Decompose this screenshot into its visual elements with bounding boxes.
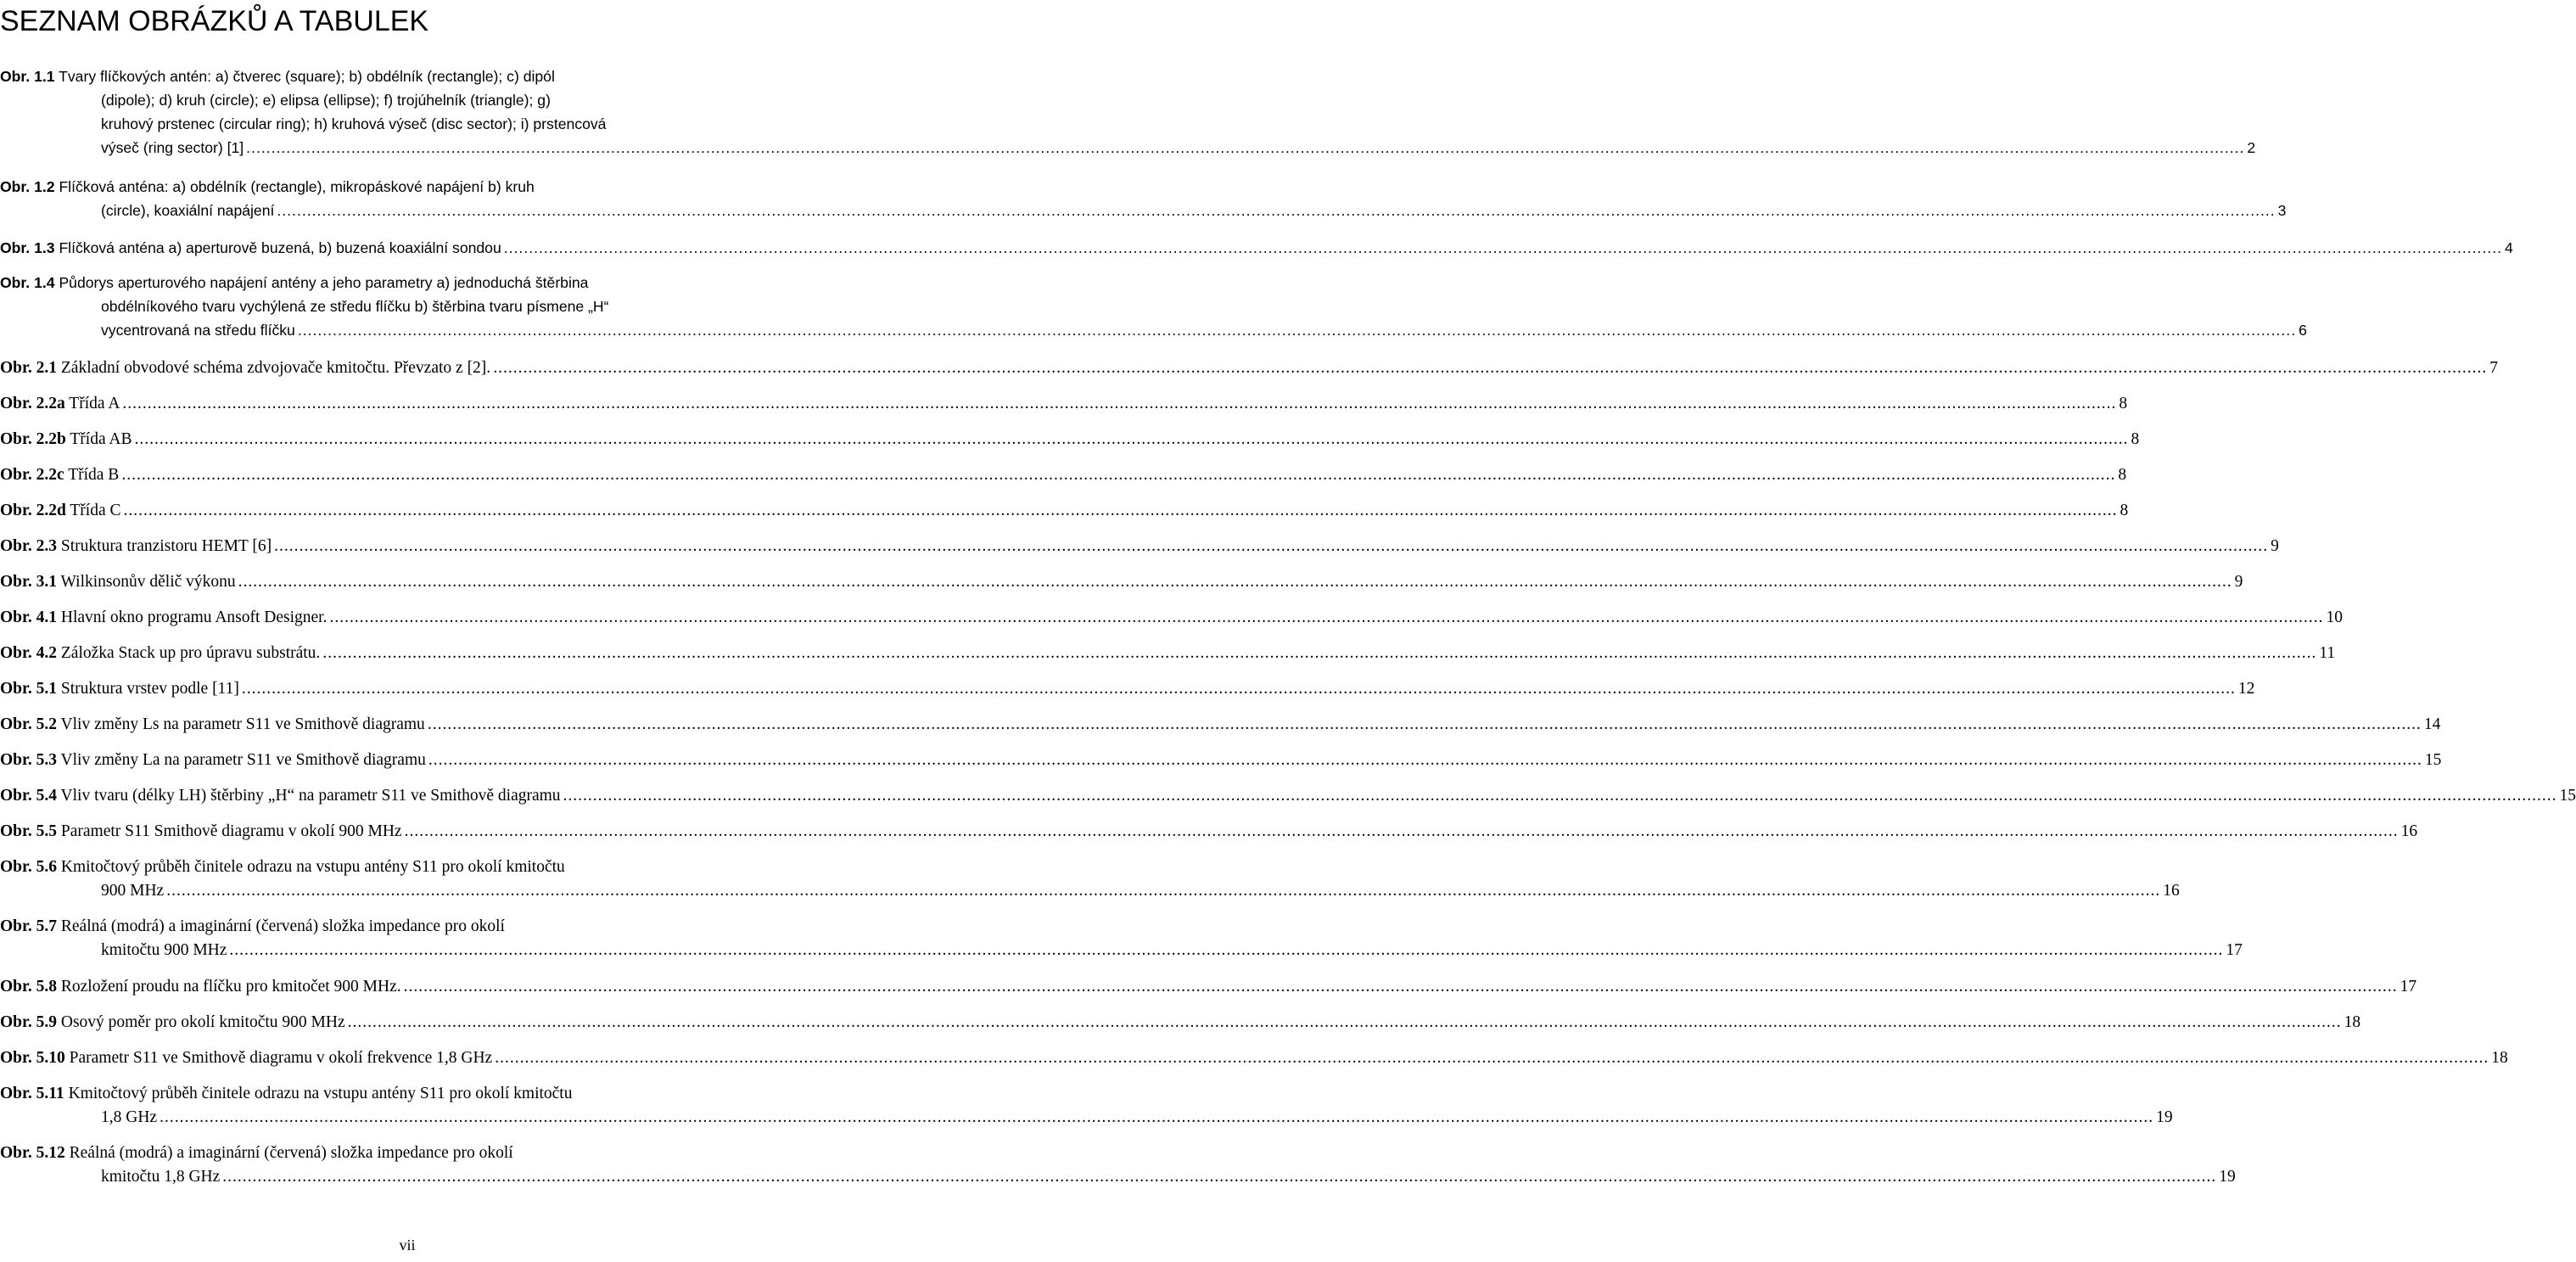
toc-entry[interactable]	[0, 175, 2287, 222]
entry-page-number: 19	[2156, 1108, 2173, 1126]
dot-leader: ................................................................................................................................................................................................................................................................................................................................................................................................................	[123, 502, 2118, 519]
entry-label: Obr. 4.1	[0, 609, 58, 626]
toc-entry[interactable]	[0, 749, 2442, 772]
toc-entry[interactable]	[0, 392, 2128, 416]
toc-entry[interactable]	[0, 1046, 2508, 1070]
entry-text: 1,8 GHz	[101, 1108, 158, 1126]
entry-page-number: 18	[2491, 1049, 2508, 1067]
entry-text: Vliv změny Ls na parametr S11 ve Smithově diagramu	[60, 715, 425, 733]
entry-text: Flíčková anténa a) aperturově buzená, b) buzená koaxiální sondou	[59, 239, 501, 256]
entry-label: Obr. 2.1	[0, 359, 58, 377]
entry-text: Osový poměr pro okolí kmitočtu 900 MHz	[60, 1013, 345, 1031]
entry-page-number: 3	[2277, 202, 2287, 219]
entry-label: Obr. 5.9	[0, 1013, 58, 1031]
toc-entry[interactable]	[0, 356, 2498, 380]
entry-page-number: 16	[2400, 822, 2418, 840]
dot-leader: ................................................................................................................................................................................................................................................................................................................................................................................................................	[222, 1168, 2217, 1186]
entry-text: Struktura vrstev podle [11]	[60, 680, 239, 698]
entry-page-number: 15	[2559, 787, 2576, 805]
entry-page-number: 9	[2271, 537, 2279, 555]
entry-label: Obr. 5.7	[0, 917, 58, 935]
entry-text: vycentrovaná na středu flíčku	[101, 322, 295, 339]
entry-label: Obr. 5.12	[0, 1144, 65, 1162]
dot-leader: ................................................................................................................................................................................................................................................................................................................................................................................................................	[238, 573, 2232, 591]
entry-text: výseč (ring sector) [1]	[101, 139, 244, 156]
entry-text: Třída B	[68, 466, 120, 484]
entry-page-number: 8	[2120, 502, 2129, 519]
toc-entry[interactable]	[0, 713, 2441, 737]
page-title: SEZNAM OBRÁZKŮ A TABULEK	[0, 5, 429, 37]
toc-entry[interactable]	[0, 1082, 2173, 1130]
entry-text: Struktura tranzistoru HEMT [6]	[60, 537, 272, 555]
dot-leader: ................................................................................................................................................................................................................................................................................................................................................................................................................	[428, 751, 2422, 769]
entry-label: Obr. 5.2	[0, 715, 58, 733]
entry-page-number: 19	[2219, 1168, 2236, 1186]
toc-entry[interactable]	[0, 855, 2180, 903]
entry-label: Obr. 2.2a	[0, 395, 65, 412]
entry-page-number: 9	[2234, 573, 2243, 591]
entry-label: Obr. 5.1	[0, 680, 58, 698]
dot-leader: ................................................................................................................................................................................................................................................................................................................................................................................................................	[495, 1049, 2489, 1067]
dot-leader: ................................................................................................................................................................................................................................................................................................................................................................................................................	[404, 822, 2399, 840]
entry-text: (circle), koaxiální napájení	[101, 202, 275, 219]
dot-leader: ................................................................................................................................................................................................................................................................................................................................................................................................................	[277, 202, 2276, 219]
dot-leader: ................................................................................................................................................................................................................................................................................................................................................................................................................	[134, 430, 2129, 448]
entry-page-number: 11	[2319, 644, 2336, 662]
entry-text: Vliv tvaru (délky LH) štěrbiny „H“ na parametr S11 ve Smithově diagramu	[60, 787, 561, 805]
toc-entry[interactable]	[0, 428, 2140, 452]
dot-leader: ................................................................................................................................................................................................................................................................................................................................................................................................................	[347, 1013, 2342, 1031]
toc-entry[interactable]	[0, 463, 2127, 487]
dot-leader: ................................................................................................................................................................................................................................................................................................................................................................................................................	[229, 941, 2224, 959]
dot-leader: ................................................................................................................................................................................................................................................................................................................................................................................................................	[329, 609, 2324, 626]
toc-entry[interactable]	[0, 1011, 2361, 1035]
entry-text: Rozložení proudu na flíčku pro kmitočet 900 MHz.	[60, 978, 401, 996]
entry-page-number: 8	[2118, 466, 2127, 484]
entry-text: Reálná (modrá) a imaginární (červená) složka impedance pro okolí	[60, 917, 505, 935]
entry-text: Třída AB	[70, 430, 132, 448]
dot-leader: ................................................................................................................................................................................................................................................................................................................................................................................................................	[563, 787, 2557, 805]
entry-page-number: 12	[2237, 680, 2255, 698]
entry-text: Půdorys aperturového napájení antény a jeho parametry a) jednoduchá štěrbina	[59, 274, 589, 291]
entry-page-number: 16	[2163, 882, 2180, 900]
dot-leader: ................................................................................................................................................................................................................................................................................................................................................................................................................	[274, 537, 2269, 555]
dot-leader: ................................................................................................................................................................................................................................................................................................................................................................................................................	[427, 715, 2422, 733]
toc-entry[interactable]	[0, 975, 2417, 999]
entry-label: Obr. 1.3	[0, 239, 55, 256]
entry-page-number: 2	[2247, 139, 2256, 156]
entry-page-number: 18	[2344, 1013, 2361, 1031]
toc-entry[interactable]	[0, 677, 2255, 701]
dot-leader: ................................................................................................................................................................................................................................................................................................................................................................................................................	[246, 139, 2245, 156]
toc-entry[interactable]	[0, 535, 2279, 558]
entry-label: Obr. 1.1	[0, 68, 55, 85]
dot-leader: ................................................................................................................................................................................................................................................................................................................................................................................................................	[297, 322, 2297, 339]
dot-leader: ................................................................................................................................................................................................................................................................................................................................................................................................................	[166, 882, 2161, 900]
dot-leader: ................................................................................................................................................................................................................................................................................................................................................................................................................	[322, 644, 2317, 662]
entry-text: Třída C	[70, 502, 121, 519]
entry-label: Obr. 4.2	[0, 644, 58, 662]
entry-text: kmitočtu 1,8 GHz	[101, 1168, 221, 1186]
entry-text: Hlavní okno programu Ansoft Designer.	[60, 609, 328, 626]
entry-text: kmitočtu 900 MHz	[101, 941, 227, 959]
dot-leader: ................................................................................................................................................................................................................................................................................................................................................................................................................	[160, 1108, 2154, 1126]
entry-text: Parametr S11 ve Smithově diagramu v okolí frekvence 1,8 GHz	[69, 1049, 493, 1067]
entry-label: Obr. 2.2b	[0, 430, 66, 448]
entry-text: Třída A	[69, 395, 120, 412]
toc-entry[interactable]	[0, 271, 2307, 342]
entry-text: Flíčková anténa: a) obdélník (rectangle), mikropáskové napájení b) kruh	[59, 178, 535, 195]
entry-text: 900 MHz	[101, 882, 165, 900]
dot-leader: ................................................................................................................................................................................................................................................................................................................................................................................................................	[403, 978, 2398, 996]
page-number: vii	[399, 1237, 416, 1254]
toc-entry[interactable]	[0, 606, 2343, 630]
entry-label: Obr. 5.8	[0, 978, 58, 996]
entry-text: Wilkinsonův dělič výkonu	[60, 573, 236, 591]
toc-entry[interactable]	[0, 236, 2513, 260]
entry-label: Obr. 3.1	[0, 573, 58, 591]
entry-text: Záložka Stack up pro úpravu substrátu.	[60, 644, 321, 662]
entry-text: Vliv změny La na parametr S11 ve Smithově diagramu	[60, 751, 426, 769]
toc-entry[interactable]	[0, 1141, 2236, 1189]
entry-label: Obr. 1.2	[0, 178, 55, 195]
entry-label: Obr. 5.11	[0, 1085, 64, 1102]
entry-page-number: 17	[2226, 941, 2243, 959]
entry-page-number: 10	[2326, 609, 2343, 626]
entry-label: Obr. 5.4	[0, 787, 58, 805]
entry-label: Obr. 5.10	[0, 1049, 65, 1067]
entry-page-number: 8	[2119, 395, 2128, 412]
entry-label: Obr. 2.2d	[0, 502, 66, 519]
entry-text: Kmitočtový průběh činitele odrazu na vstupu antény S11 pro okolí kmitočtu	[60, 858, 565, 876]
entry-page-number: 7	[2489, 359, 2498, 377]
entry-label: Obr. 5.5	[0, 822, 58, 840]
dot-leader: ................................................................................................................................................................................................................................................................................................................................................................................................................	[121, 466, 2116, 484]
entry-label: Obr. 2.3	[0, 537, 58, 555]
entry-label: Obr. 1.4	[0, 274, 55, 291]
entry-text: Reálná (modrá) a imaginární (červená) složka impedance pro okolí	[69, 1144, 513, 1162]
entry-label: Obr. 2.2c	[0, 466, 64, 484]
entry-text: kruhový prstenec (circular ring); h) kruhová výseč (disc sector); i) prstencová	[101, 115, 607, 132]
entry-label: Obr. 5.6	[0, 858, 58, 876]
dot-leader: ................................................................................................................................................................................................................................................................................................................................................................................................................	[493, 359, 2488, 377]
entry-page-number: 17	[2400, 978, 2417, 996]
toc-entry[interactable]	[0, 499, 2129, 523]
entry-page-number: 8	[2131, 430, 2140, 448]
entry-text: Parametr S11 Smithově diagramu v okolí 900 MHz	[60, 822, 402, 840]
toc-entry[interactable]	[0, 642, 2336, 665]
entry-page-number: 14	[2423, 715, 2441, 733]
entry-text: Základní obvodové schéma zdvojovače kmitočtu. Převzato z [2].	[60, 359, 491, 377]
dot-leader: ................................................................................................................................................................................................................................................................................................................................................................................................................	[503, 239, 2502, 256]
dot-leader: ................................................................................................................................................................................................................................................................................................................................................................................................................	[122, 395, 2117, 412]
toc-entry[interactable]	[0, 65, 2256, 160]
toc-entry[interactable]	[0, 820, 2418, 844]
entry-text: (dipole); d) kruh (circle); e) elipsa (ellipse); f) trojúhelník (triangle); g)	[101, 92, 551, 109]
toc-entry[interactable]	[0, 784, 2576, 808]
entry-page-number: 6	[2299, 322, 2307, 339]
toc-entry[interactable]	[0, 915, 2243, 962]
entry-label: Obr. 5.3	[0, 751, 58, 769]
entry-text: Tvary flíčkových antén: a) čtverec (square); b) obdélník (rectangle); c) dipól	[59, 68, 555, 85]
entry-page-number: 4	[2505, 239, 2513, 256]
entry-text: obdélníkového tvaru vychýlená ze středu flíčku b) štěrbina tvaru písmene „H“	[101, 298, 609, 315]
dot-leader: ................................................................................................................................................................................................................................................................................................................................................................................................................	[241, 680, 2236, 698]
entry-text: Kmitočtový průběh činitele odrazu na vstupu antény S11 pro okolí kmitočtu	[68, 1085, 573, 1102]
toc-entry[interactable]	[0, 570, 2243, 594]
entry-page-number: 15	[2424, 751, 2442, 769]
